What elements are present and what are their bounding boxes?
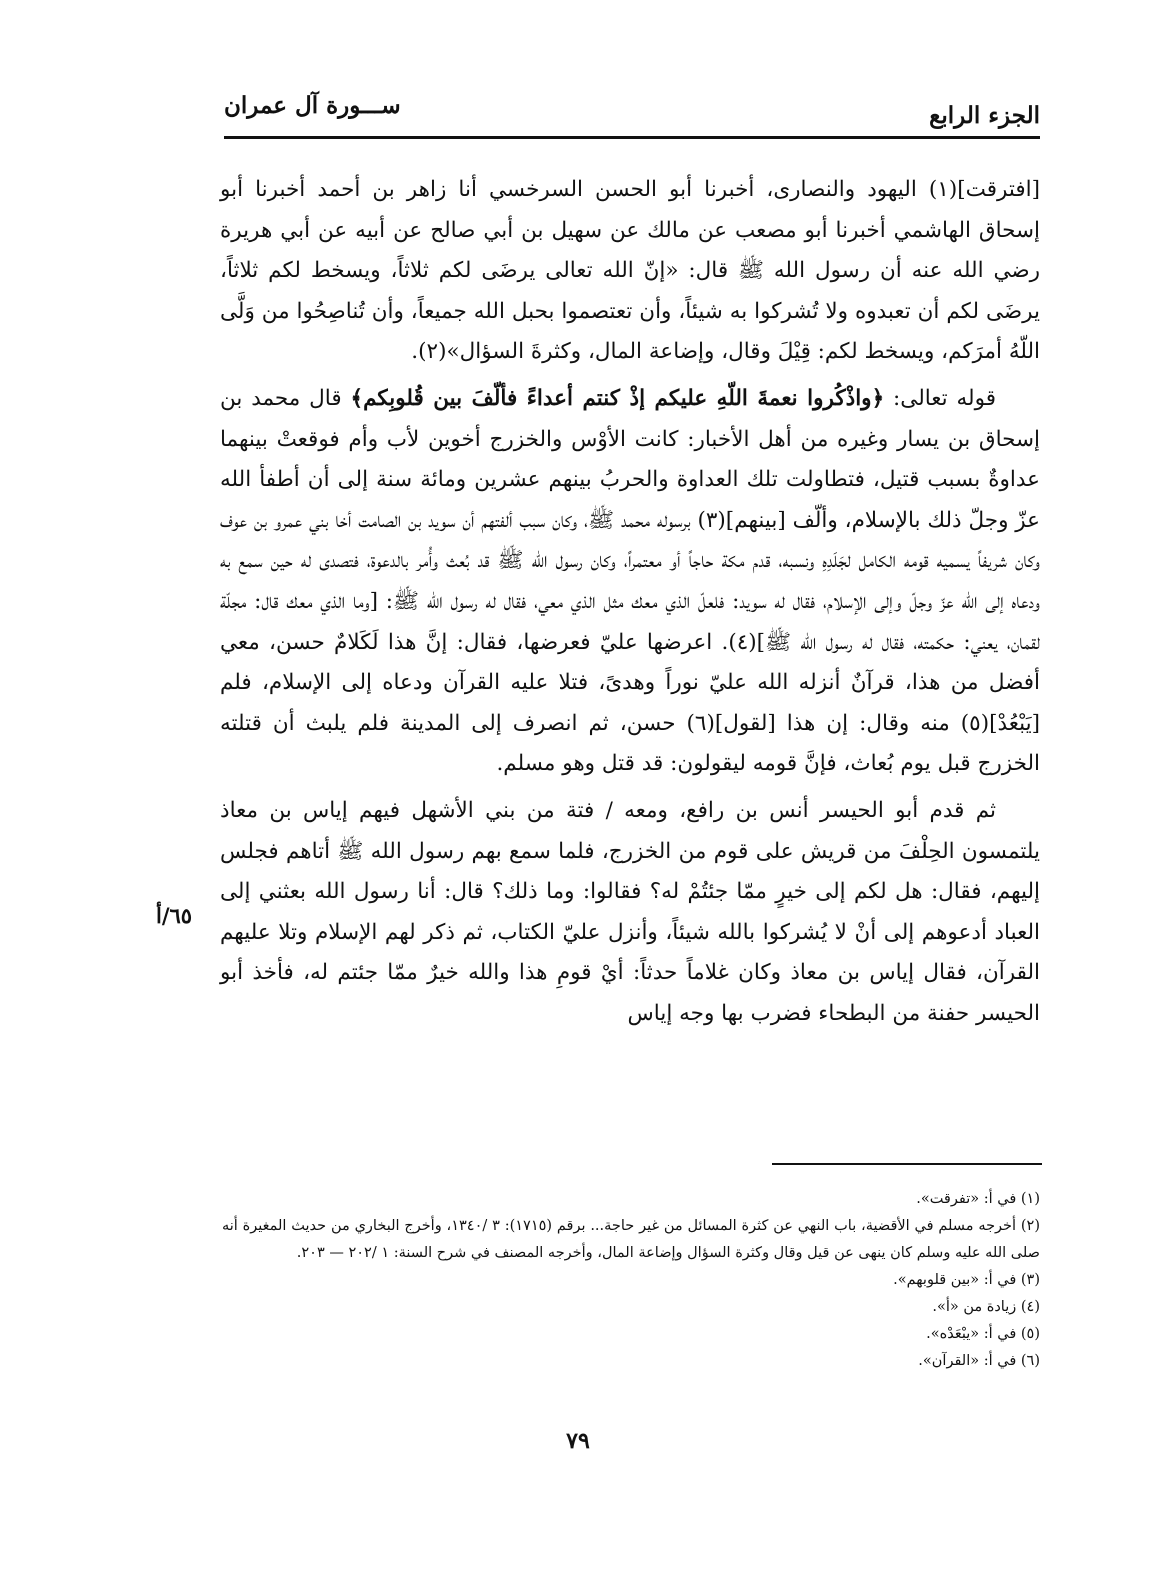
surah-title: ســـورة آل عمران <box>224 92 401 119</box>
quran-verse: ﴿واذْكُروا نعمةَ اللّهِ عليكم إذْ كنتم أعداءً فألّفَ بين قُلوبِكم﴾ <box>350 385 885 411</box>
footnote-2: (٢) أخرجه مسلم في الأقضية، باب النهي عن كثرة المسائل من غير حاجة... برقم (١٧١٥): ٣ /١٣٤٠، وأخرج البخاري من حديث المغيرة أنه صلى الله عليه وسلم كان ينهى عن قيل وقال وكثرة السؤال وإضاعة المال، وأخرجه المصنف في شرح السنة: ١ /٢٠٢ — ٢٠٣. <box>222 1218 1040 1261</box>
manuscript-folio-note: ٦٥/أ <box>156 903 193 928</box>
footnote-divider <box>772 1163 1042 1165</box>
footnote-4: (٤) زيادة من «أ». <box>932 1299 1040 1315</box>
footnotes <box>222 1186 1040 1375</box>
part-title: الجزء الرابع <box>929 102 1040 129</box>
page-header <box>224 92 1040 139</box>
page-number: ٧٩ <box>566 1428 590 1454</box>
main-text <box>220 170 1040 1034</box>
footnote-5: (٥) في أ: «يبْعَدْه». <box>926 1326 1040 1342</box>
footnote-1: (١) في أ: «تفرقت». <box>916 1191 1040 1207</box>
paragraph-3: ثم قدم أبو الحيسر أنس بن رافع، ومعه / فتة من بني الأشهل فيهم إياس بن معاذ يلتمسون الحِلْفَ من قريش على قوم من الخزرج، فلما سمع بهم رسول الله ﷺ أتاهم فجلس إليهم، فقال: هل لكم إلى خيرٍ ممّا جئتُمْ له؟ فقالوا: وما ذلك؟ قال: أنا رسول الله بعثني إلى العباد أدعوهم إلى أنْ لا يُشركوا بالله شيئاً، وأنزل عليّ الكتاب، ثم ذكر لهم الإسلام وتلا عليهم القرآن، فقال إياس بن معاذ وكان غلاماً حدثاً: أيْ قومِ هذا والله خيرٌ ممّا جئتم له، فأخذ أبو الحيسر حفنة من البطحاء فضرب بها وجه إياس <box>220 797 1040 1026</box>
paragraph-2-text: قال محمد بن إسحاق بن يسار وغيره من أهل الأخبار: كانت الأوْس والخزرج أخوين لأب وأم فوقعتْ بينهما عداوةٌ بسبب قتيل، فتطاولت تلك العداوة والحربُ بينهم عشرين ومائة سنة إلى أن أطفأ الله عزّ وجلّ ذلك بالإسلام، وألّف [بينهم](٣) برسوله محمد ﷺ، وكان سبب ألفتهم أن سويد بن الصامت أخا بني عمرو بن عوف وكان شريفاً يسميه قومه الكامل لجَلَدِهِ ونسبه، قدم مكة حاجاً أو معتمراً، وكان رسول الله ﷺ قد بُعث وأُمر بالدعوة، فتصدى له حين سمع به ودعاه إلى الله عزّ وجلّ وإلى الإسلام، فقال له سويد: فلعلّ الذي معك مثل الذي معي، فقال له رسول الله ﷺ: [وما الذي معك قال: مجلّة لقمان، يعني: حكمته، فقال له رسول الله ﷺ](٤). اعرضها عليّ فعرضها، فقال: إنَّ هذا لَكَلامٌ حسن، معي أفضل من هذا، قرآنٌ أنزله الله عليّ نوراً وهدىً، فتلا عليه القرآن ودعاه إلى الإسلام، فلم [يَبْعُدْ](٥) منه وقال: إن هذا [لقول](٦) حسن، ثم انصرف إلى المدينة فلم يلبث أن قتلته الخزرج قبل يوم بُعاث، فإنَّ قومه ليقولون: قد قتل وهو مسلم. <box>220 385 1040 777</box>
verse-intro: قوله تعالى: <box>884 385 996 411</box>
paragraph-1: [افترقت](١) اليهود والنصارى، أخبرنا أبو الحسن السرخسي أنا زاهر بن أحمد أخبرنا أبو إسحاق الهاشمي أخبرنا أبو مصعب عن مالك عن سهيل بن أبي صالح عن أبيه عن أبي هريرة رضي الله عنه أن رسول الله ﷺ قال: «إنّ الله تعالى يرضَى لكم ثلاثاً، ويسخط لكم ثلاثاً، يرضَى لكم أن تعبدوه ولا تُشركوا به شيئاً، وأن تعتصموا بحبل الله جميعاً، وأن تُناصِحُوا من وَلَّى اللّهُ أمرَكم، ويسخط لكم: قِيْلَ وقال، وإضاعة المال، وكثرةَ السؤال»(٢). <box>220 177 1040 365</box>
footnote-3: (٣) في أ: «بين قلوبهم». <box>893 1272 1040 1288</box>
footnote-6: (٦) في أ: «القرآن». <box>918 1353 1040 1369</box>
paragraph-2 <box>220 379 1040 785</box>
